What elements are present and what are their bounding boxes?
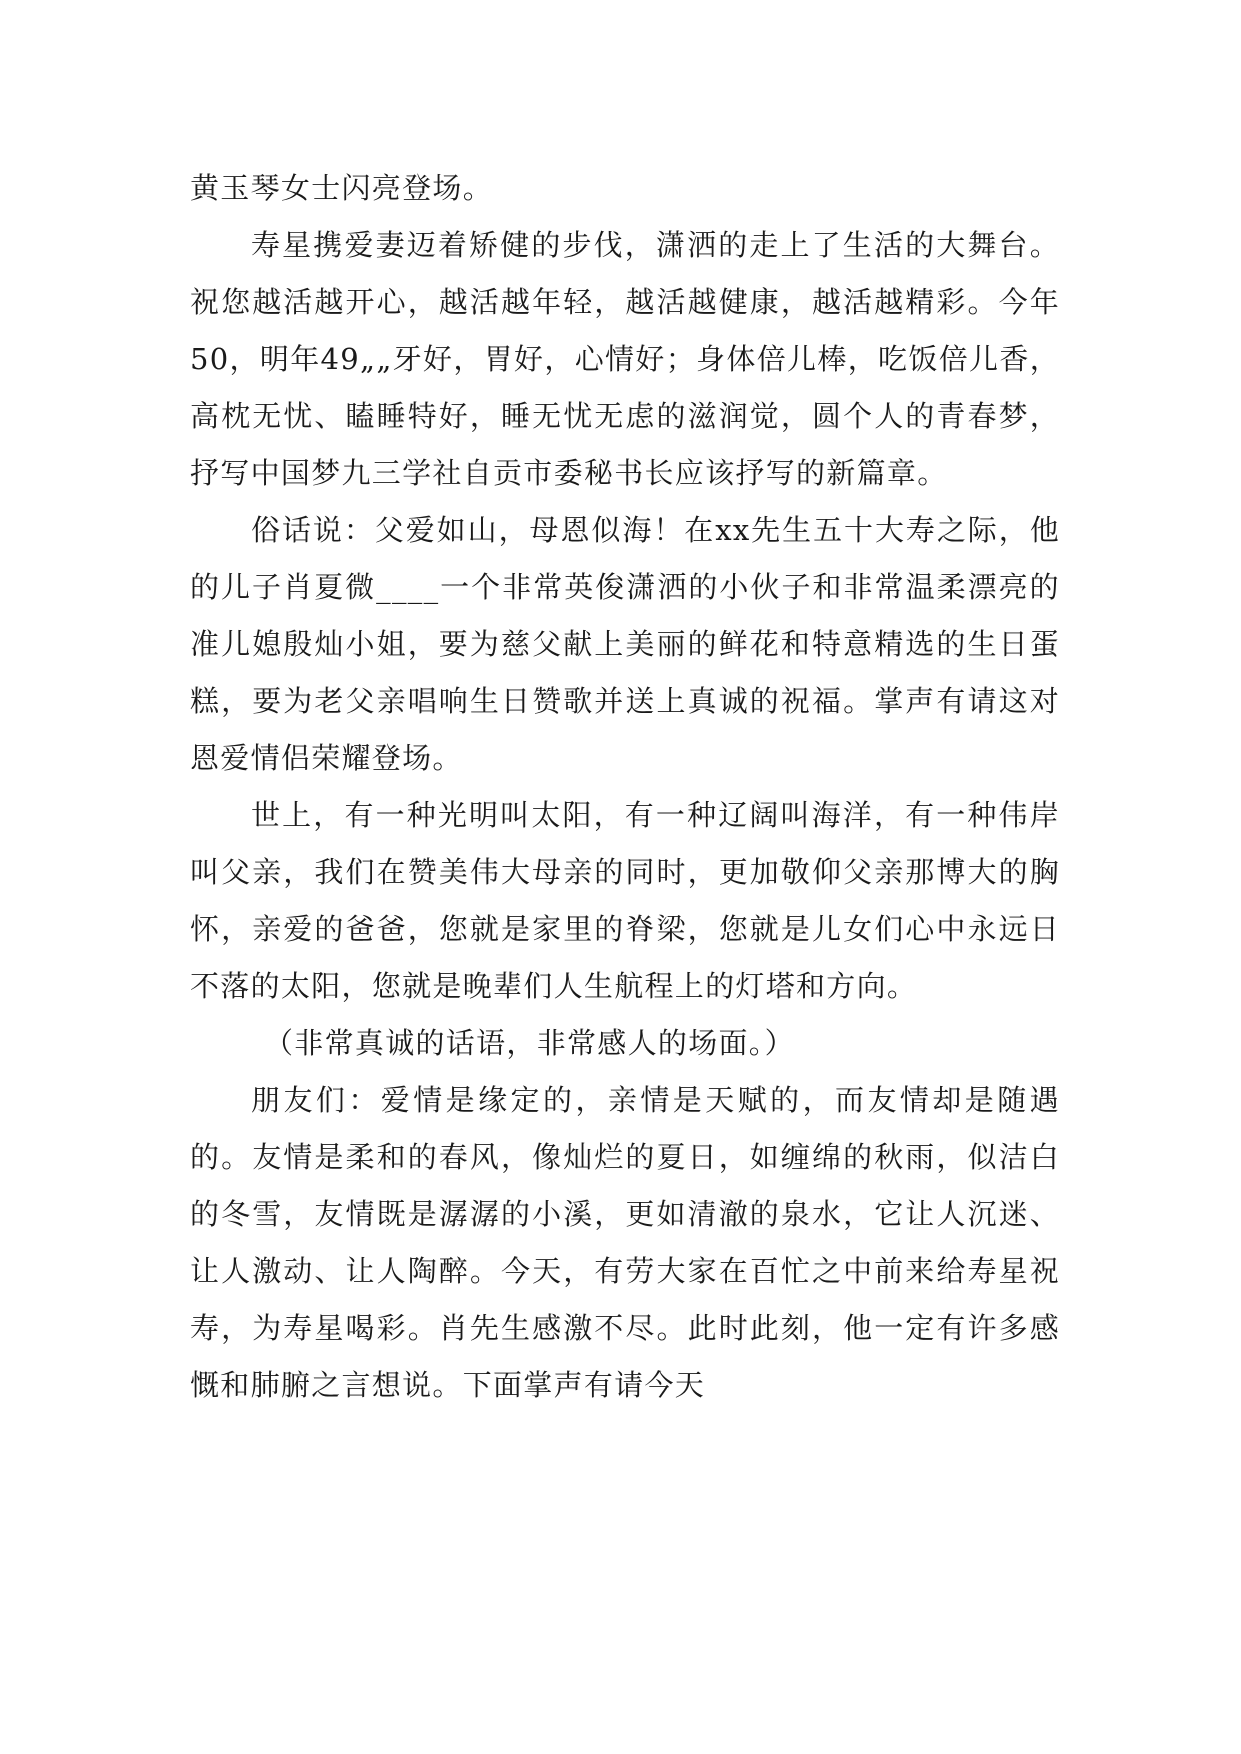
paragraph-stage-note: （非常真诚的话语，非常感人的场面。） [264,1026,795,1060]
paragraph-birthday-star: 寿星携爱妻迈着矫健的步伐，潇洒的走上了生活的大舞台。祝您越活越开心，越活越年轻，越活越健康，越活越精彩。今年50，明年49„„牙好，胃好，心情好；身体倍儿棒，吃饭倍儿香，高枕无忧、瞌睡特好，睡无忧无虑的滋润觉，圆个人的青春梦，抒写中国梦九三学社自贡市委秘书长应该抒写的新篇章。 [190,228,1060,490]
paragraph-continuation: 黄玉琴女士闪亮登场。 [190,171,494,205]
paragraph-father-praise: 世上，有一种光明叫太阳，有一种辽阔叫海洋，有一种伟岸叫父亲，我们在赞美伟大母亲的同时，更加敬仰父亲那博大的胸怀，亲爱的爸爸，您就是家里的脊梁，您就是儿女们心中永远日不落的太阳，您就是晚辈们人生航程上的灯塔和方向。 [190,798,1060,1003]
paragraph-son-blessing: 俗话说：父爱如山，母恩似海！在xx先生五十大寿之际，他的儿子肖夏微____一个非常英俊潇洒的小伙子和非常温柔漂亮的准儿媳殷灿小姐，要为慈父献上美丽的鲜花和特意精选的生日蛋糕，要为老父亲唱响生日赞歌并送上真诚的祝福。掌声有请这对恩爱情侣荣耀登场。 [190,513,1060,775]
document-body [190,160,1060,1414]
paragraph-friendship: 朋友们：爱情是缘定的，亲情是天赋的，而友情却是随遇的。友情是柔和的春风，像灿烂的夏日，如缠绵的秋雨，似洁白的冬雪，友情既是潺潺的小溪，更如清澈的泉水，它让人沉迷、让人激动、让人陶醉。今天，有劳大家在百忙之中前来给寿星祝寿，为寿星喝彩。肖先生感激不尽。此时此刻，他一定有许多感慨和肺腑之言想说。下面掌声有请今天 [190,1083,1060,1402]
